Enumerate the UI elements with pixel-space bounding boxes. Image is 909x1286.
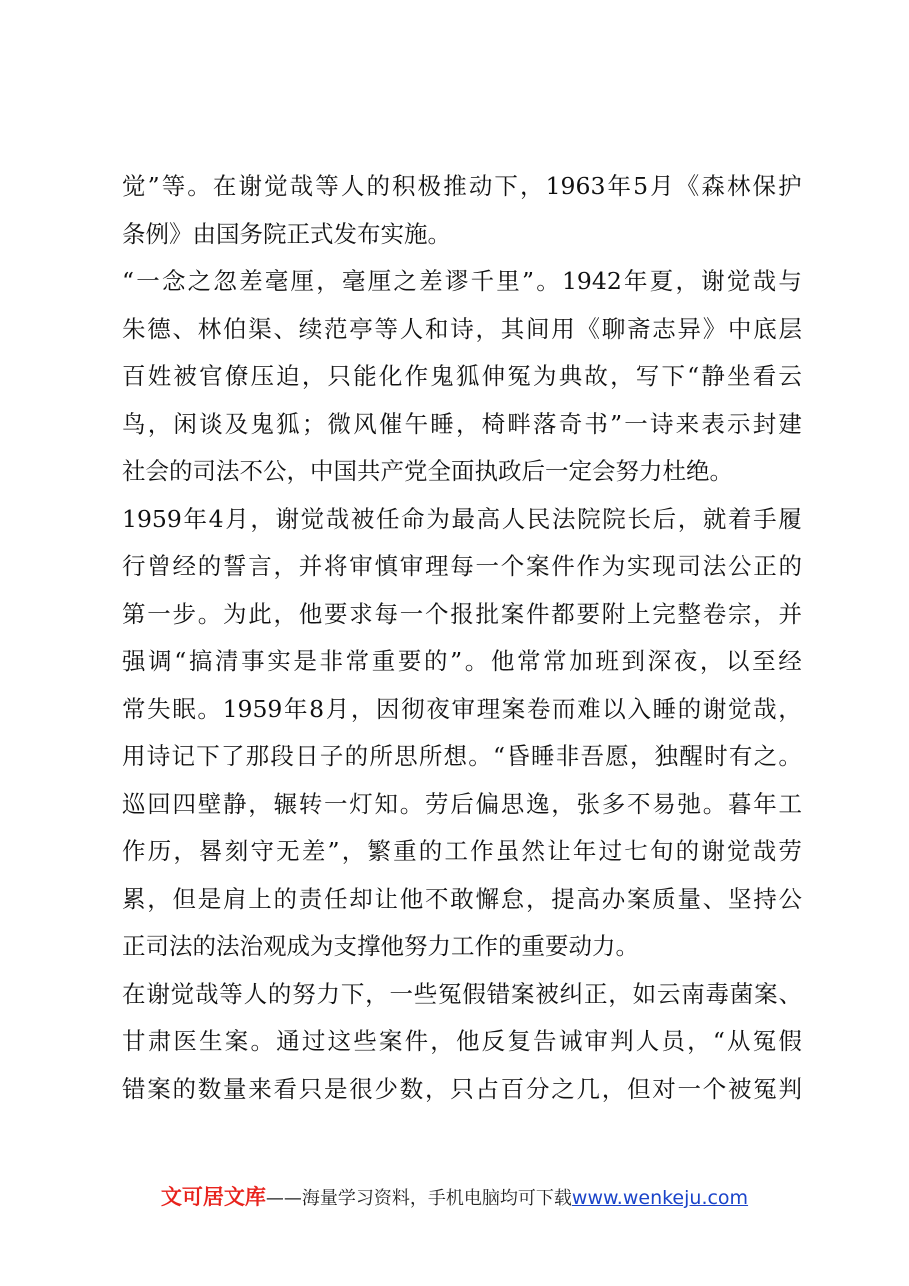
text-line: 觉 ” 等 。 在 谢 觉 哉 等 人 的 积 极 推 动 下 ， 1963 年 5 月 《 森 林 保 护	[122, 172, 802, 200]
text-line: 正司法的法治观成为支撑他努力工作的重要动力。	[122, 932, 639, 960]
footer-banner	[0, 1181, 909, 1211]
footer-brand[interactable]: 文可居文库	[160, 1185, 266, 1209]
text-line: 朱 德 、 林 伯 渠 、 续 范 亭 等 人 和 诗 ， 其 间 用 《 聊 斋 志 异 》 中 底 层	[122, 314, 802, 343]
text-line: 用 诗 记 下 了 那 段 日 子 的 所 思 所 想 。 “ 昏 睡 非 吾 愿 ， 独 醒 时 有 之 。	[122, 742, 802, 770]
text-line: 错 案 的 数 量 来 看 只 是 很 少 数 ， 只 占 百 分 之 几 ， 但 对 一 个 被 冤 判	[122, 1074, 802, 1103]
text-line: 甘 肃 医 生 案 。 通 过 这 些 案 件 ， 他 反 复 告 诫 审 判 人 员 ， “ 从 冤 假	[122, 1027, 802, 1055]
text-line: 1959 年 4 月 ， 谢 觉 哉 被 任 命 为 最 高 人 民 法 院 院 长 后 ， 就 着 手 履	[122, 504, 802, 533]
text-line: 巡 回 四 壁 静 ， 辗 转 一 灯 知 。 劳 后 偏 思 逸 ， 张 多 不 易 弛 。 暮 年 工	[122, 789, 802, 818]
text-line: 鸟 ， 闲 谈 及 鬼 狐 ； 微 风 催 午 睡 ， 椅 畔 落 奇 书 ” 一 诗 来 表 示 封 建	[122, 409, 802, 438]
text-line: 作 历 ， 晷 刻 守 无 差 ” ， 繁 重 的 工 作 虽 然 让 年 过 七 旬 的 谢 觉 哉 劳	[122, 837, 802, 865]
text-line: 条例》由国务院正式发布实施。	[122, 219, 451, 248]
text-line: 行 曾 经 的 誓 言 ， 并 将 审 慎 审 理 每 一 个 案 件 作 为 实 现 司 法 公 正 的	[122, 552, 802, 580]
footer-link[interactable]: www.wenkeju.com	[571, 1187, 749, 1209]
document-body	[122, 163, 802, 1113]
text-line: 百 姓 被 官 僚 压 迫 ， 只 能 化 作 鬼 狐 伸 冤 为 典 故 ， 写 下 “ 静 坐 看 云	[122, 362, 802, 390]
text-line: 在 谢 觉 哉 等 人 的 努 力 下 ， 一 些 冤 假 错 案 被 纠 正 ， 如 云 南 毒 菌 案 、	[122, 979, 802, 1008]
text-line: 强 调 “ 搞 清 事 实 是 非 常 重 要 的 ” 。 他 常 常 加 班 到 深 夜 ， 以 至 经	[122, 647, 802, 675]
text-line: 累 ， 但 是 肩 上 的 责 任 却 让 他 不 敢 懈 怠 ， 提 高 办 案 质 量 、 坚 持 公	[122, 884, 802, 913]
text-line: 社会的司法不公，中国共产党全面执政后一定会努力杜绝。	[122, 457, 733, 485]
text-line: “ 一 念 之 忽 差 毫 厘 ， 毫 厘 之 差 谬 千 里 ” 。 1942 年 夏 ， 谢 觉 哉 与	[122, 267, 802, 295]
text-line: 常 失 眠 。 1959 年 8 月 ， 因 彻 夜 审 理 案 卷 而 难 以 入 睡 的 谢 觉 哉 ，	[122, 694, 802, 723]
footer-tagline: ——海量学习资料，手机电脑均可下载	[265, 1188, 572, 1209]
text-line: 第 一 步 。 为 此 ， 他 要 求 每 一 个 报 批 案 件 都 要 附 上 完 整 卷 宗 ， 并	[122, 599, 802, 628]
